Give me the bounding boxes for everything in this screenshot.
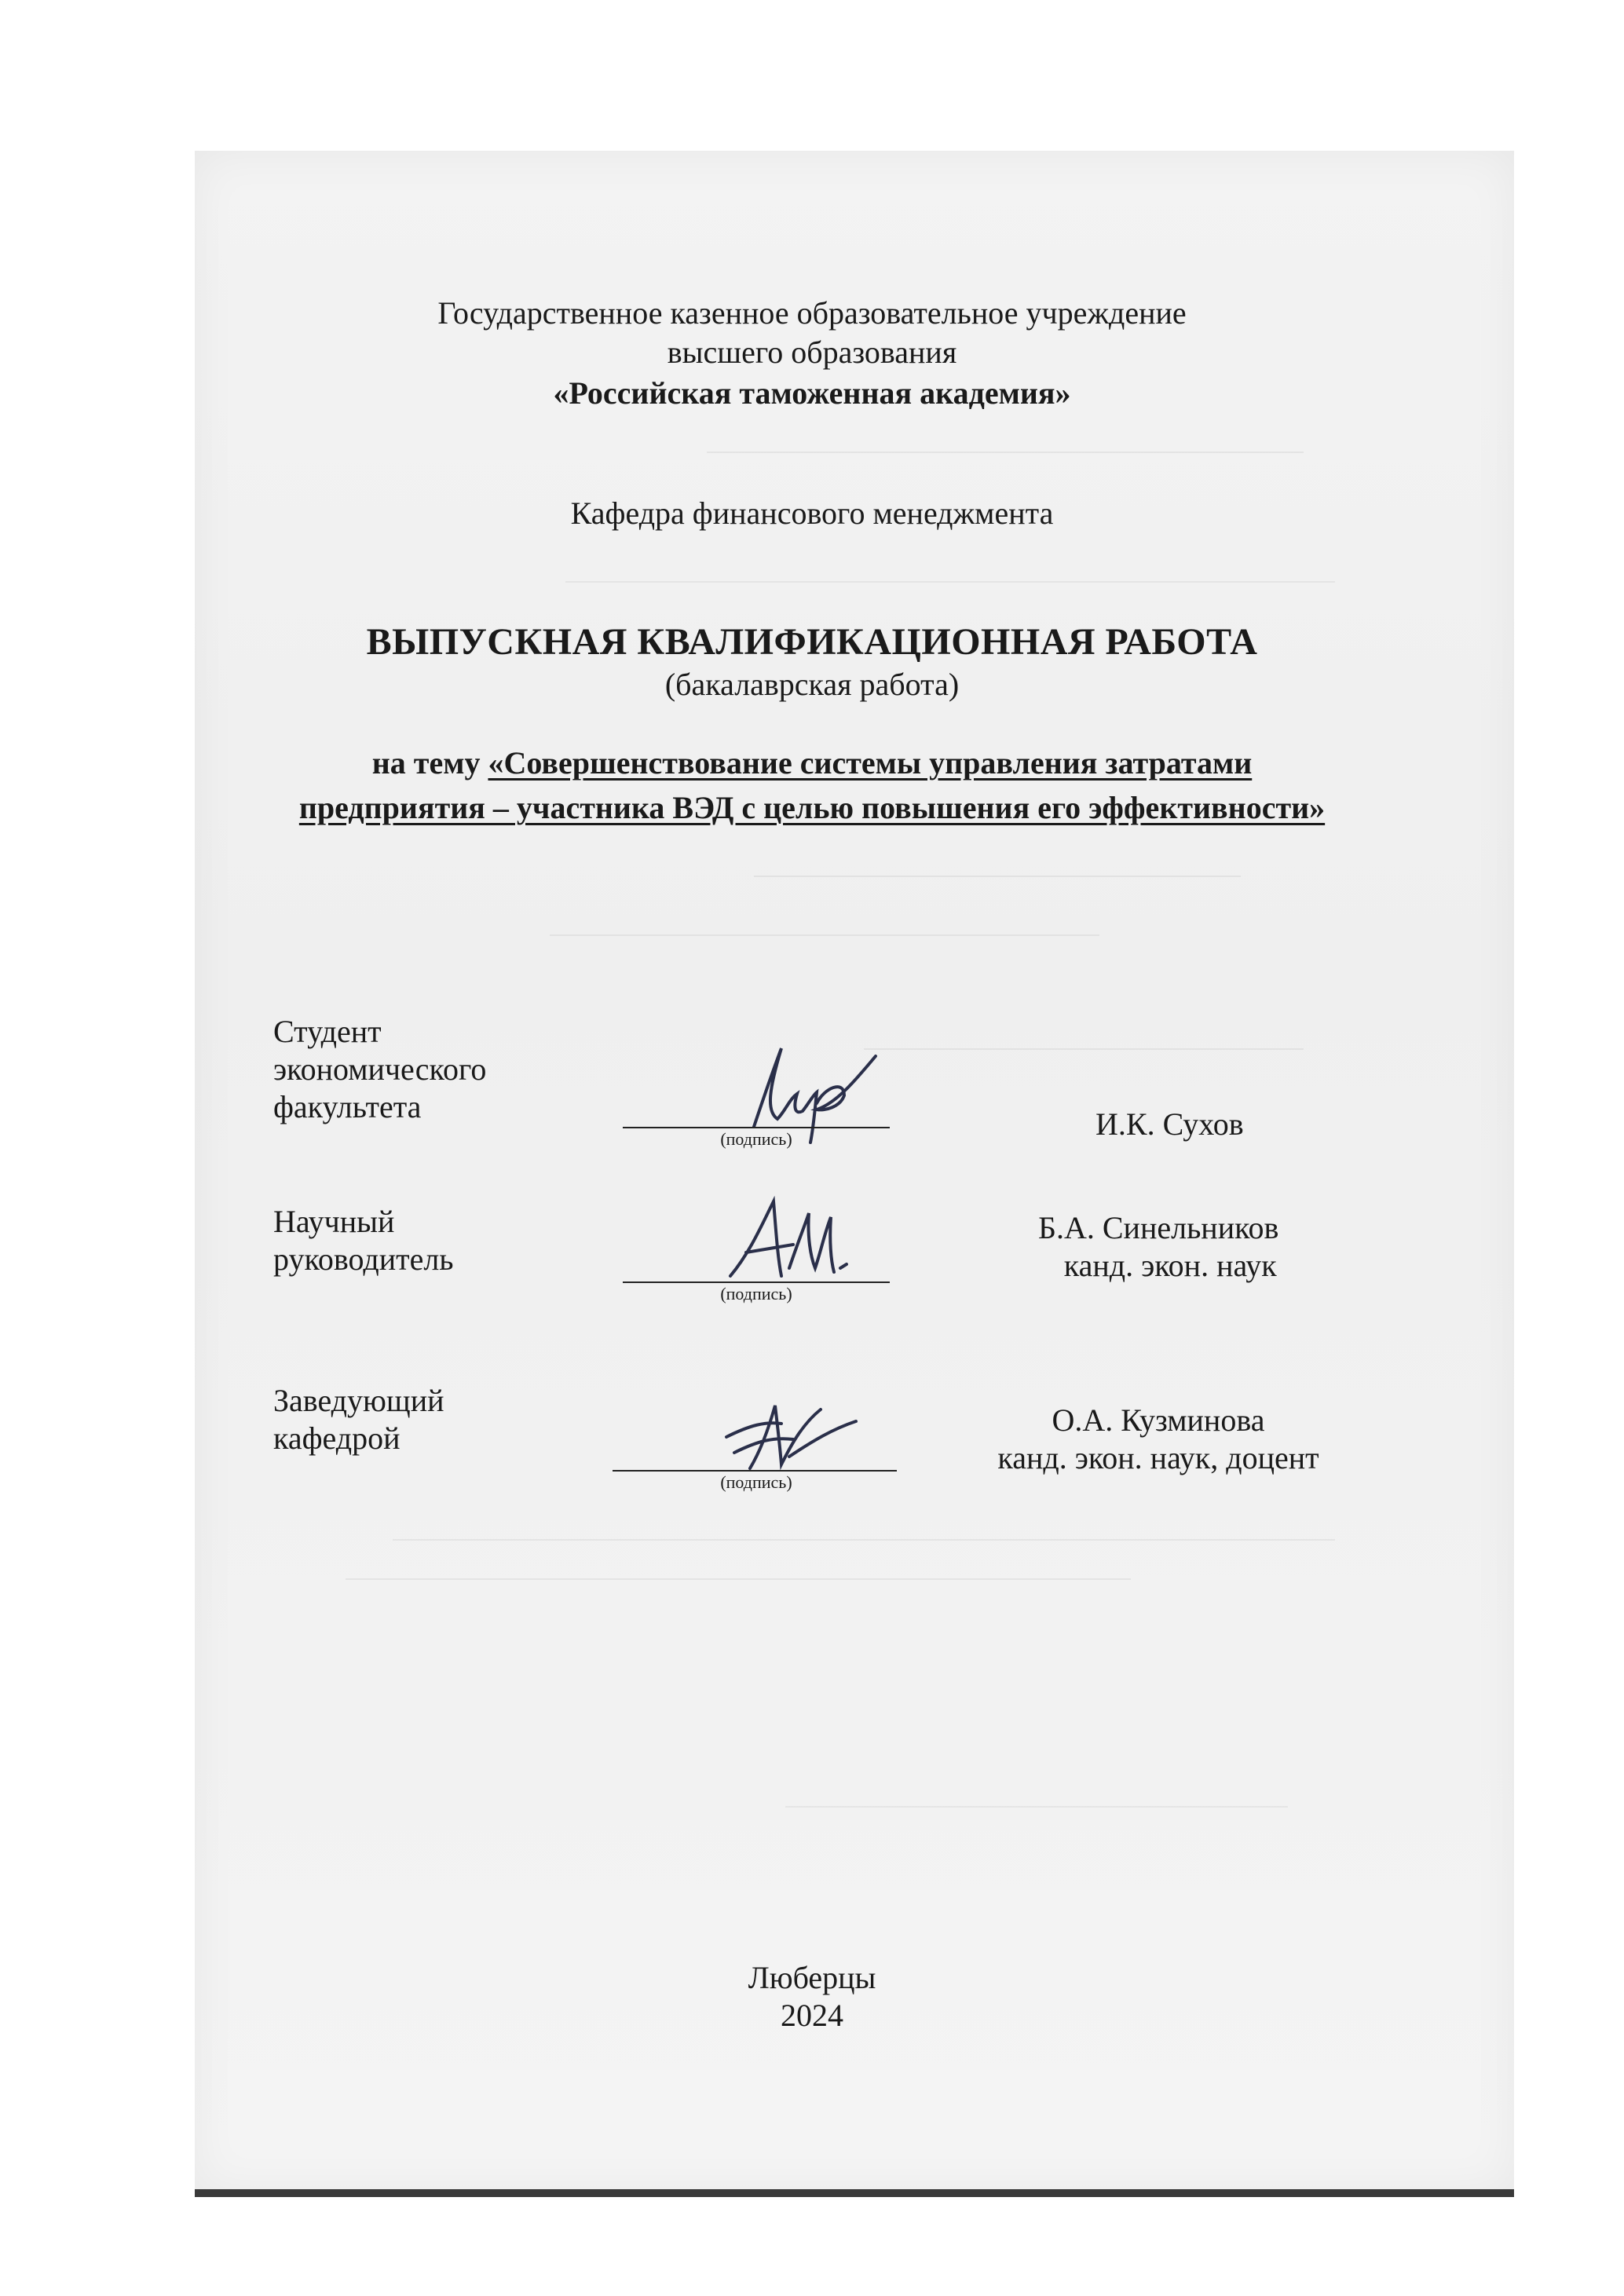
year: 2024 xyxy=(781,1998,843,2033)
student-name xyxy=(1095,1106,1244,1143)
topic-line-1 xyxy=(0,744,1624,781)
signature-caption: (подпись) xyxy=(720,1472,792,1492)
topic-prefix: на тему xyxy=(371,745,488,781)
show-through-line xyxy=(565,581,1335,583)
person-line: Б.А. Синельников xyxy=(1038,1210,1279,1245)
topic-title-part-2: предприятия – участника ВЭД с целью повышения его эффективности» xyxy=(298,790,1326,825)
role-line: кафедрой xyxy=(273,1420,401,1456)
page-edge-shadow xyxy=(195,2189,1514,2197)
show-through-line xyxy=(346,1578,1131,1580)
person-line: О.А. Кузминова xyxy=(1052,1402,1265,1438)
show-through-line xyxy=(393,1539,1335,1541)
show-through-line xyxy=(754,876,1241,877)
show-through-line xyxy=(550,934,1099,936)
department-name: Кафедра финансового менеджмента xyxy=(570,495,1054,531)
person-line: канд. экон. наук, доцент xyxy=(997,1440,1319,1475)
role-line: руководитель xyxy=(273,1241,454,1277)
person-line: канд. экон. наук xyxy=(1063,1248,1277,1283)
institution-name: «Российская таможенная академия» xyxy=(553,375,1071,411)
role-line: экономического xyxy=(273,1051,487,1087)
topic-title-part-1: «Совершенствование системы управления затратами xyxy=(488,745,1253,781)
work-subtitle: (бакалаврская работа) xyxy=(664,667,960,702)
student-role xyxy=(273,1013,486,1126)
head-of-department-name xyxy=(986,1402,1331,1477)
supervisor-signature xyxy=(715,1190,872,1292)
institution-line-1: Государственное казенное образовательное учреждение xyxy=(437,295,1187,331)
supervisor-role xyxy=(273,1203,454,1278)
role-line: Научный xyxy=(273,1204,395,1239)
institution-line-2: высшего образования xyxy=(667,335,957,370)
head-of-department-role xyxy=(273,1382,444,1457)
role-line: факультета xyxy=(273,1089,422,1124)
signature-line xyxy=(623,1281,890,1283)
signature-caption: (подпись) xyxy=(720,1284,792,1303)
show-through-line xyxy=(707,452,1304,453)
topic-line-2 xyxy=(0,789,1624,826)
head-of-department-signature xyxy=(703,1394,860,1480)
city: Люберцы xyxy=(748,1960,876,1995)
show-through-line xyxy=(785,1806,1288,1808)
role-line: Студент xyxy=(273,1014,382,1049)
work-title: ВЫПУСКНАЯ КВАЛИФИКАЦИОННАЯ РАБОТА xyxy=(366,621,1258,663)
signature-caption: (подпись) xyxy=(720,1129,792,1149)
scanned-page xyxy=(195,151,1514,2192)
signature-line xyxy=(623,1127,890,1128)
role-line: Заведующий xyxy=(273,1383,444,1418)
person-line: И.К. Сухов xyxy=(1095,1106,1244,1142)
signature-line xyxy=(613,1470,897,1472)
supervisor-name xyxy=(1038,1209,1278,1285)
show-through-line xyxy=(864,1048,1304,1050)
